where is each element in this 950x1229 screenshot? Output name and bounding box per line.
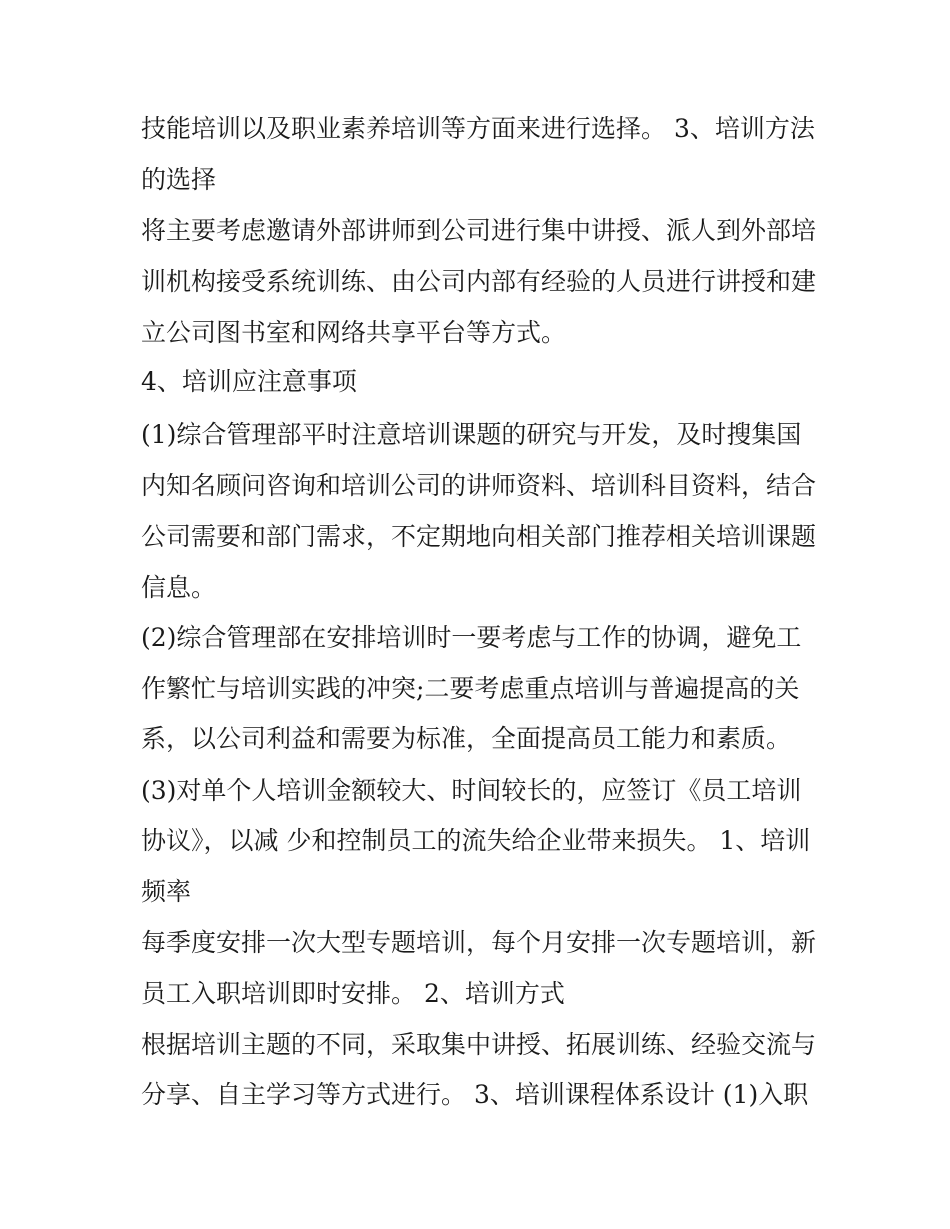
text-line: 分享、自主学习等方式进行。 3、培训课程体系设计 (1)入职 xyxy=(141,1080,809,1109)
text-line: 将主要考虑邀请外部讲师到公司进行集中讲授、派人到外部培 xyxy=(141,216,817,245)
text-line: 技能培训以及职业素养培训等方面来进行选择。 3、培训方法 xyxy=(141,114,815,143)
text-line: 频率 xyxy=(141,877,192,906)
text-line: 的选择 xyxy=(141,165,217,194)
text-line: 信息。 xyxy=(141,573,217,602)
text-line: 员工入职培训即时安排。 2、培训方式 xyxy=(141,979,565,1008)
text-line: 公司需要和部门需求，不定期地向相关部门推荐相关培训课题 xyxy=(141,522,817,551)
text-line: 作繁忙与培训实践的冲突;二要考虑重点培训与普遍提高的关 xyxy=(141,674,800,703)
text-line: 系，以公司利益和需要为标准，全面提高员工能力和素质。 xyxy=(141,724,792,753)
text-line: 协议》，以减 少和控制员工的流失给企业带来损失。 1、培训 xyxy=(141,826,811,855)
text-line: (2)综合管理部在安排培训时一要考虑与工作的协调，避免工 xyxy=(141,623,802,652)
text-line: (1)综合管理部平时注意培训课题的研究与开发，及时搜集国 xyxy=(141,420,802,449)
text-line: 根据培训主题的不同，采取集中讲授、拓展训练、经验交流与 xyxy=(141,1030,817,1059)
text-line: 立公司图书室和网络共享平台等方式。 xyxy=(141,318,567,347)
text-line: 内知名顾问咨询和培训公司的讲师资料、培训科目资料，结合 xyxy=(141,471,817,500)
text-line: 训机构接受系统训练、由公司内部有经验的人员进行讲授和建 xyxy=(141,267,817,296)
section-heading: 4、培训应注意事项 xyxy=(141,367,357,396)
text-line: 每季度安排一次大型专题培训，每个月安排一次专题培训，新 xyxy=(141,928,817,957)
text-line: (3)对单个人培训金额较大、时间较长的，应签订《员工培训 xyxy=(141,776,802,805)
